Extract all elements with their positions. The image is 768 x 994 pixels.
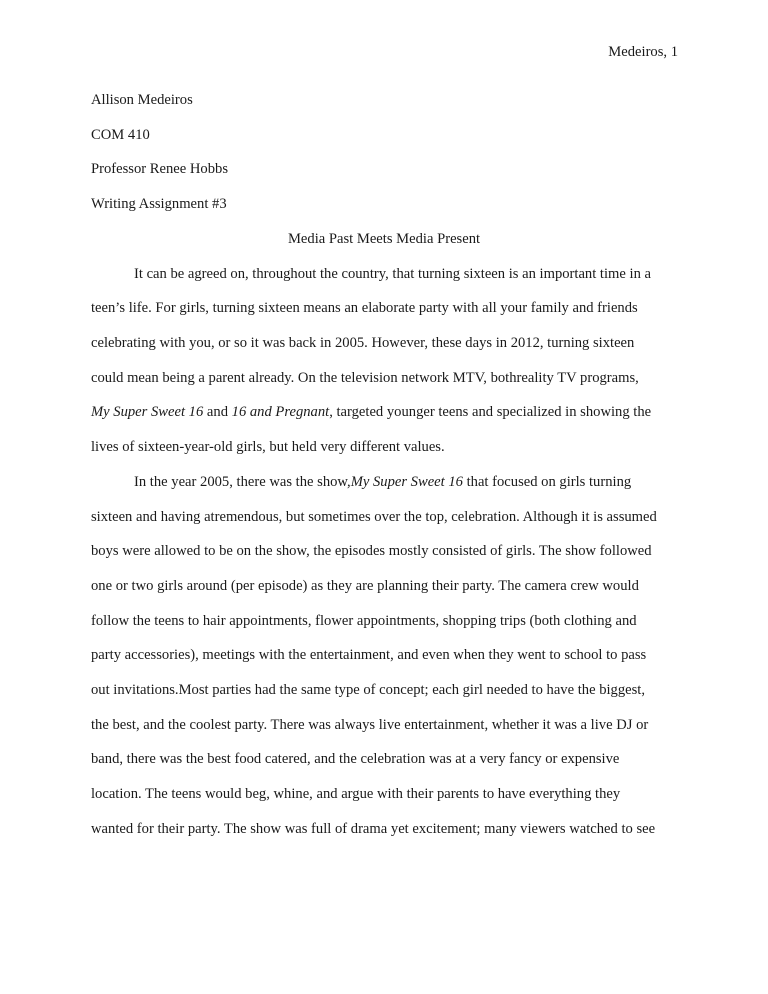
show-title-italic: My Super Sweet 16 — [350, 474, 463, 490]
text-segment: that focused on girls turning — [462, 474, 632, 490]
paragraph-1-line: teen’s life. For girls, turning sixteen means an elaborate party with all your family and friends — [91, 300, 638, 316]
author-name: Allison Medeiros — [91, 92, 193, 108]
running-header-page-number: Medeiros, 1 — [608, 44, 678, 60]
paragraph-2-line: location. The teens would beg, whine, and argue with their parents to have everything they — [91, 786, 621, 802]
paragraph-2-line: party accessories), meetings with the entertainment, and even when they went to school to pass — [91, 647, 647, 663]
paragraph-2-line: band, there was the best food catered, and the celebration was at a very fancy or expensive — [91, 751, 620, 767]
paragraph-2-line: one or two girls around (per episode) as they are planning their party. The camera crew would — [91, 578, 639, 594]
paragraph-1-line: lives of sixteen-year-old girls, but held very different values. — [91, 439, 445, 455]
paragraph-2-line: boys were allowed to be on the show, the episodes mostly consisted of girls. The show followed — [91, 543, 652, 559]
paragraph-2-line: out invitations.Most parties had the same type of concept; each girl needed to have the biggest, — [91, 682, 645, 698]
text-segment: , targeted younger teens and specialized in showing the — [329, 404, 652, 420]
show-title-italic: 16 and Pregnant — [231, 404, 330, 420]
paragraph-1-line: could mean being a parent already. On the television network MTV, bothreality TV programs, — [91, 370, 639, 386]
paragraph-2-line: wanted for their party. The show was full of drama yet excitement; many viewers watched to see — [91, 821, 656, 837]
text-segment: and — [203, 404, 232, 420]
paragraph-2-line: the best, and the coolest party. There was always live entertainment, whether it was a live DJ or — [91, 717, 649, 733]
course-number: COM 410 — [91, 127, 150, 143]
assignment-label: Writing Assignment #3 — [91, 196, 227, 212]
text-segment: In the year 2005, there was the show, — [134, 474, 351, 490]
paragraph-1-line — [91, 404, 651, 421]
paragraph-1-line: It can be agreed on, throughout the country, that turning sixteen is an important time in a — [134, 266, 651, 282]
paragraph-1-line: celebrating with you, or so it was back in 2005. However, these days in 2012, turning sixteen — [91, 335, 635, 351]
paragraph-2-line — [134, 474, 631, 491]
professor-name: Professor Renee Hobbs — [91, 161, 228, 177]
essay-title: Media Past Meets Media Present — [287, 231, 481, 247]
show-title-italic: My Super Sweet 16 — [91, 404, 204, 420]
paragraph-2-line: follow the teens to hair appointments, flower appointments, shopping trips (both clothing and — [91, 613, 637, 629]
paragraph-2-line: sixteen and having atremendous, but sometimes over the top, celebration. Although it is assumed — [91, 509, 657, 525]
